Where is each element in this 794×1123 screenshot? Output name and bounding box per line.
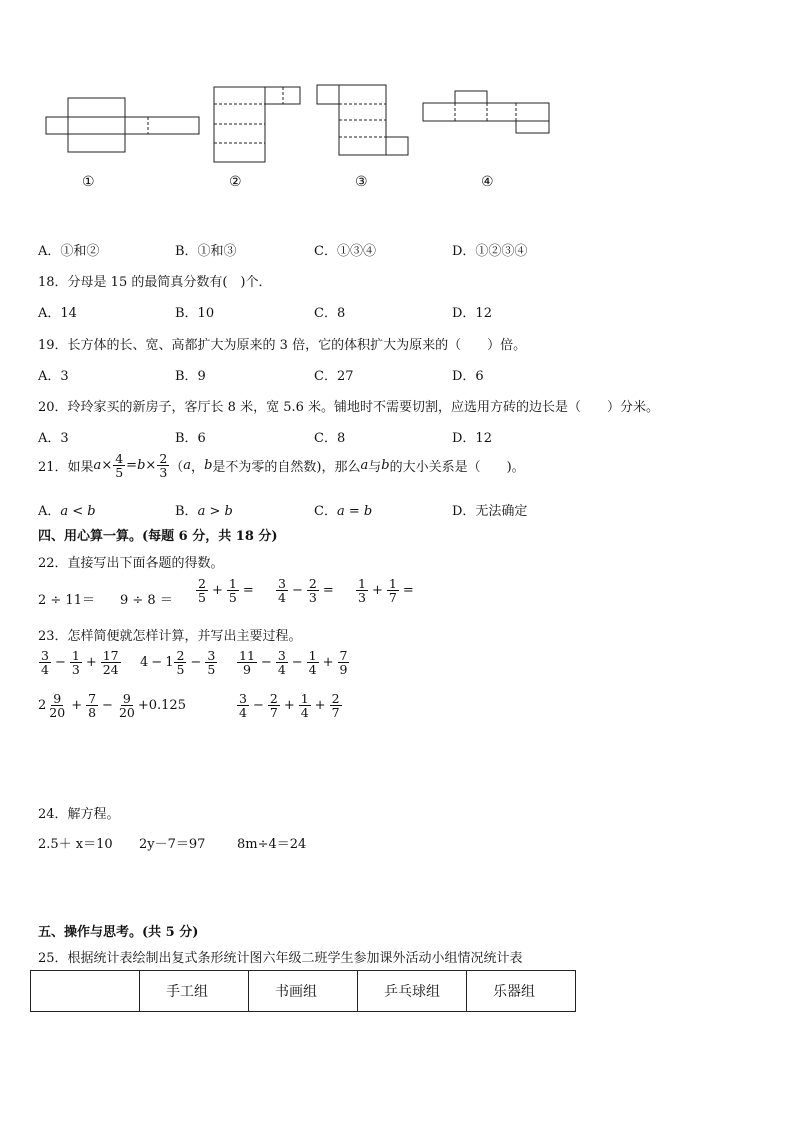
q23-expr-5: $\frac{3}{4}$ − $\frac{2}{7}$ + $\frac{1}{4}$ + $\frac{2}{7}$ [239, 691, 340, 721]
q20-option-c: C．8 [314, 431, 346, 446]
q23-expr-2: 4 − 1 $\frac{2}{5}$ − $\frac{3}{5}$ [140, 648, 216, 678]
q21-option-a: A．a < b [38, 504, 96, 519]
q20-question: 20．玲玲家买的新房子，客厅长 8 米，宽 5.6 米。铺地时不需要切割，应选用方砖的边长是（ ）分米。 [38, 400, 660, 415]
table-header-cell: 手工组 [140, 971, 249, 1012]
q21-fraction-1: $\frac{4}{5}$ [115, 451, 124, 481]
q22-expr-4: $\frac{3}{4}$ − $\frac{2}{3}$ = [278, 576, 334, 606]
q20-option-b: B．6 [175, 431, 206, 446]
activity-stats-table [30, 970, 576, 1012]
table-header-cell: 乐器组 [467, 971, 576, 1012]
q18-option-c: C．8 [314, 306, 346, 321]
q18-option-d: D．12 [452, 306, 492, 321]
q17-option-d: D．①②③④ [452, 244, 528, 259]
q23-question: 23．怎样简便就怎样计算，并写出主要过程。 [38, 629, 302, 644]
q17-option-c: C．①③④ [314, 244, 376, 259]
q22-question: 22．直接写出下面各题的得数。 [38, 556, 224, 571]
q22-expr-1: 2 ÷ 11＝ [38, 593, 95, 608]
cube-nets-figure [0, 0, 794, 200]
q21-fraction-2: $\frac{2}{3}$ [159, 451, 168, 481]
table-header-cell: 乒乓球组 [358, 971, 467, 1012]
table-header-cell: 书画组 [249, 971, 358, 1012]
net-4 [423, 91, 549, 133]
q20-option-a: A．3 [38, 431, 69, 446]
table-header-row [31, 971, 576, 1012]
net-3 [317, 85, 408, 155]
q21-option-c: C．a = b [314, 504, 373, 519]
q24-equation-3: 8m÷4＝24 [237, 837, 307, 852]
q19-option-d: D．6 [452, 369, 484, 384]
q17-option-b: B．①和③ [175, 244, 237, 259]
net-2 [214, 87, 300, 162]
q21-option-d: D．无法确定 [452, 504, 528, 519]
figure-label-4: ④ [481, 174, 494, 190]
q19-option-c: C．27 [314, 369, 354, 384]
q17-option-a: A．①和② [38, 244, 100, 259]
q22-expr-5: $\frac{1}{3}$ + $\frac{1}{7}$ = [358, 576, 414, 606]
q23-expr-3: $\frac{11}{9}$ − $\frac{3}{4}$ − $\frac{1}{4}$ + $\frac{7}{9}$ [239, 648, 348, 678]
section-4-title: 四、用心算一算。(每题 6 分，共 18 分) [38, 529, 278, 544]
q24-equation-2: 2y－7＝97 [139, 837, 206, 852]
table-header-cell [31, 971, 140, 1012]
q18-option-b: B．10 [175, 306, 215, 321]
figure-label-3: ③ [355, 174, 368, 190]
q24-equation-1: 2.5＋ x＝10 [38, 837, 113, 852]
q19-option-b: B．9 [175, 369, 206, 384]
q19-question: 19．长方体的长、宽、高都扩大为原来的 3 倍，它的体积扩大为原来的（ ）倍。 [38, 338, 527, 353]
q25-question: 25．根据统计表绘制出复式条形统计图六年级二班学生参加课外活动小组情况统计表 [38, 951, 523, 966]
q22-expr-2: 9 ÷ 8 ＝ [120, 593, 173, 608]
q24-question: 24．解方程。 [38, 807, 120, 822]
section-5-title: 五、操作与思考。(共 5 分) [38, 925, 199, 940]
q18-option-a: A．14 [38, 306, 77, 321]
q23-expr-1: $\frac{3}{4}$ − $\frac{1}{3}$ + $\frac{17}{24}$ [41, 648, 119, 678]
q20-option-d: D．12 [452, 431, 492, 446]
q23-expr-4: 2 $\frac{9}{20}$ + $\frac{7}{8}$ − $\frac{9}{20}$ +0.125 [38, 691, 186, 721]
q21-option-b: B．a > b [175, 504, 233, 519]
q21-question: 21．如果 a × $\frac{4}{5}$ = b × $\frac{2}{3}$ （ a ， b 是不为零的自然数)，那么 a 与 b 的大小关系是（ )。 [38, 451, 525, 481]
figure-label-1: ① [82, 174, 95, 190]
figure-label-2: ② [229, 174, 242, 190]
q18-question: 18．分母是 15 的最简真分数有( )个． [38, 275, 272, 290]
net-1 [46, 98, 199, 152]
q22-expr-3: $\frac{2}{5}$ + $\frac{1}{5}$ = [198, 576, 254, 606]
q19-option-a: A．3 [38, 369, 69, 384]
